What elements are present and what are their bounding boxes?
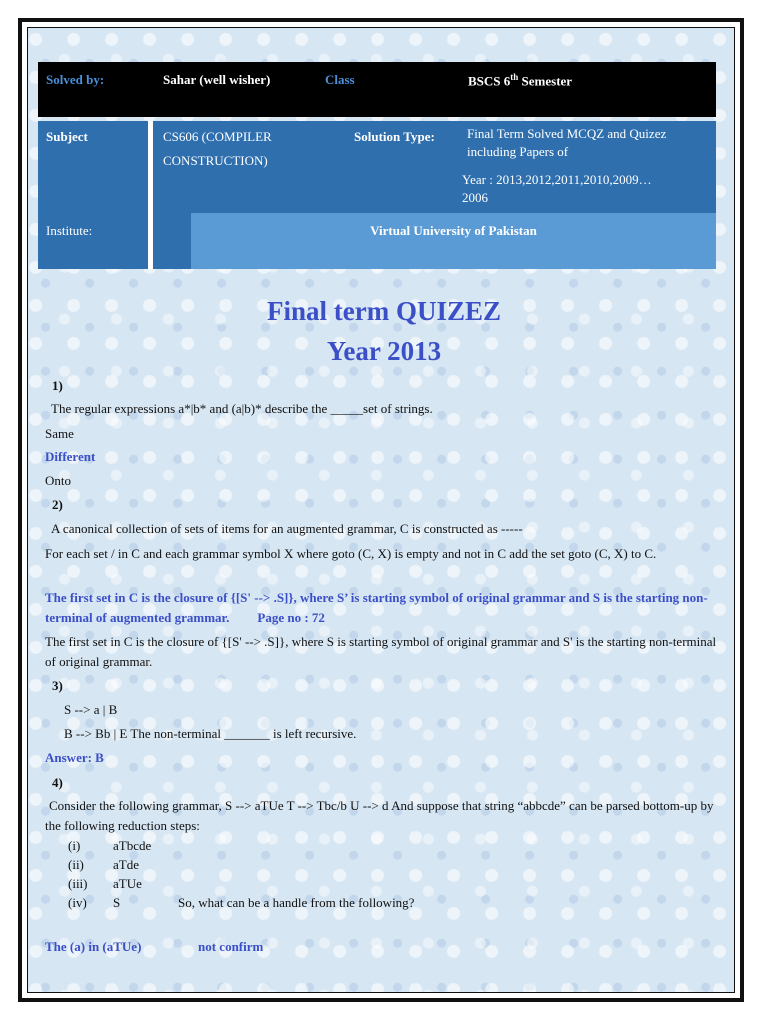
solution-type-line-2: including Papers of	[467, 144, 569, 159]
reduction-step-value: aTUe	[113, 876, 142, 891]
question-4-number: 4)	[52, 775, 63, 790]
institute-label: Institute:	[46, 223, 93, 238]
reduction-step-number: (iv)	[68, 895, 87, 910]
reduction-step-value: S	[113, 895, 121, 910]
class-value: BSCS 6th Semester	[468, 72, 573, 89]
question-3-answer: Answer: B	[45, 750, 104, 765]
question-1-answer: Different	[45, 449, 96, 464]
header-subject-row	[38, 121, 716, 213]
solution-type-line-1: Final Term Solved MCQZ and Quizez	[467, 126, 667, 141]
subject-label: Subject	[46, 129, 88, 144]
page-subtitle-year: Year 2013	[326, 336, 442, 366]
question-2-text: A canonical collection of sets of items for an augmented grammar, C is constructed as -----	[51, 521, 523, 536]
question-3-number: 3)	[52, 678, 63, 693]
question-1-option-1: Same	[45, 426, 74, 441]
question-1-number: 1)	[52, 378, 63, 393]
reduction-step-number: (i)	[68, 838, 81, 853]
question-2-option-1: For each set / in C and each grammar symbol X where goto (C, X) is empty and not in C add the set goto (C, X) to C.	[45, 546, 657, 561]
header-column-divider	[148, 121, 153, 269]
question-2-answer: The first set in C is the closure of {[S' --> .S]}, where S’ is starting symbol of original grammar and S is the starting non-terminal of augmented grammar. Page no : 72	[45, 590, 708, 625]
question-1-option-3: Onto	[45, 473, 71, 488]
question-1-text: The regular expressions a*|b* and (a|b)* describe the _____set of strings.	[51, 401, 433, 416]
question-4-answer: The (a) in (aTUe)	[45, 939, 142, 954]
page-title: Final term QUIZEZ	[267, 296, 501, 326]
question-2-number: 2)	[52, 497, 63, 512]
header-institute-row	[38, 213, 716, 269]
question-4-ask: So, what can be a handle from the following?	[178, 895, 415, 910]
class-label: Class	[325, 72, 355, 87]
solved-by-label: Solved by:	[46, 72, 105, 87]
solved-by-value: Sahar (well wisher)	[163, 72, 271, 87]
reduction-step-value: aTde	[113, 857, 139, 872]
reduction-step-number: (iii)	[68, 876, 88, 891]
question-2-option-3: The first set in C is the closure of {[S' --> .S]}, where S is starting symbol of original grammar and S' is the starting non-terminal of original grammar.	[45, 634, 717, 669]
year-line-2: 2006	[462, 190, 488, 205]
reduction-step-number: (ii)	[68, 857, 84, 872]
question-2-page-ref: Page no : 72	[257, 610, 325, 625]
year-line-1: Year : 2013,2012,2011,2010,2009…	[462, 172, 652, 187]
header-info-bar	[38, 62, 716, 117]
institute-value-cell	[191, 213, 716, 269]
subject-line-1: CS606 (COMPILER	[163, 129, 272, 144]
solution-type-label: Solution Type:	[354, 129, 435, 144]
question-4-note: not confirm	[198, 939, 264, 954]
question-4-text: Consider the following grammar, S --> aTUe T --> Tbc/b U --> d And suppose that string “abbcde” can be parsed bottom-up by the following reduction steps:	[45, 798, 714, 833]
subject-line-2: CONSTRUCTION)	[163, 153, 268, 168]
reduction-step-value: aTbcde	[113, 838, 152, 853]
institute-value: Virtual University of Pakistan	[370, 223, 537, 238]
question-3-line-1: S --> a | B	[64, 702, 118, 717]
question-3-line-2: B --> Bb | E The non-terminal _______ is left recursive.	[64, 726, 357, 741]
